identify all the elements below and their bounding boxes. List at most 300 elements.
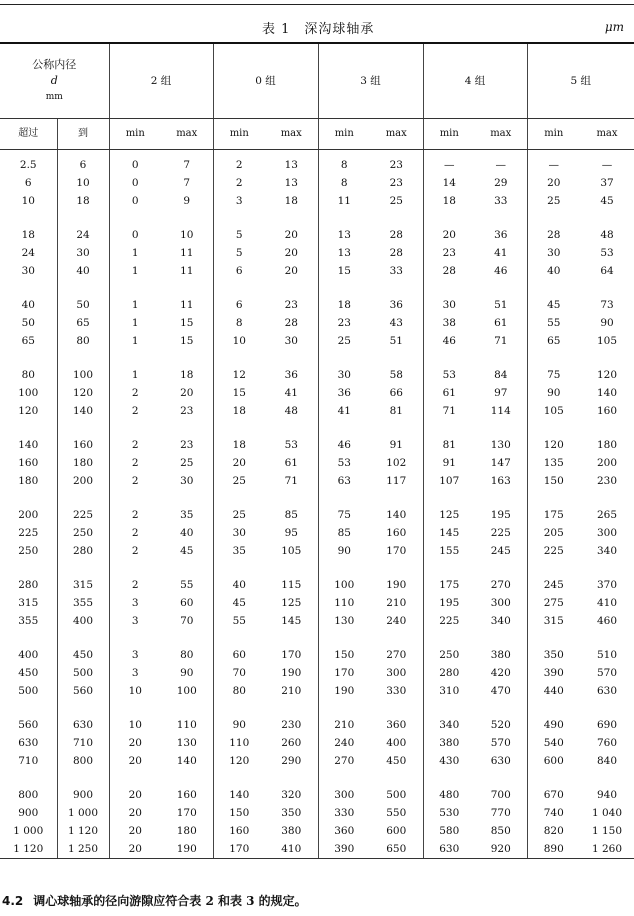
clearance-cell: 650 (370, 840, 423, 859)
clearance-cell: 1 (109, 262, 161, 280)
clearance-cell: 58 (389, 369, 403, 381)
clearance-cell: 15 (180, 335, 194, 347)
clearance-cell: 43 (389, 317, 403, 329)
clearance-cell: 20 (109, 752, 161, 770)
clearance-cell: 2 (109, 472, 161, 490)
clearance-cell: 150 (527, 472, 580, 490)
spacer-cell (161, 490, 213, 506)
clearance-cell: 61 (494, 317, 508, 329)
clearance-cell: 145 (423, 524, 475, 542)
clearance-cell: 13 (318, 226, 370, 244)
clearance-cell: 2 (109, 542, 161, 560)
spacer-cell (580, 350, 634, 366)
clearance-cell: 30 (423, 296, 475, 314)
table-row (0, 594, 634, 612)
clearance-cell: 10 (180, 229, 194, 241)
spacer-cell (265, 280, 318, 296)
diameter-cell: 80 (21, 369, 35, 381)
clearance-cell: 820 (527, 822, 580, 840)
spacer-cell (475, 770, 527, 786)
clearance-cell: 90 (527, 384, 580, 402)
clearance-cell: 0 (109, 226, 161, 244)
clearance-cell: 225 (423, 612, 475, 630)
spacer-cell (370, 280, 423, 296)
table-row (0, 192, 634, 210)
clearance-cell: 81 (389, 405, 403, 417)
clearance-cell: 64 (600, 265, 614, 277)
clearance-cell: 8 (318, 174, 370, 192)
clearance-cell: 33 (494, 195, 508, 207)
clearance-cell: 53 (600, 247, 614, 259)
clearance-cell: 230 (281, 719, 302, 731)
clearance-cell: 102 (386, 457, 407, 469)
clearance-cell: 30 (284, 335, 298, 347)
clearance-cell: 51 (389, 335, 403, 347)
group-spacer-row (0, 420, 634, 436)
header-group: 3 组 (318, 43, 423, 119)
spacer-cell (213, 420, 265, 436)
subheader-minmax: min (527, 119, 580, 150)
clearance-table (0, 42, 634, 859)
clearance-cell: 460 (596, 615, 618, 627)
clearance-cell: 107 (423, 472, 475, 490)
clearance-cell: 20 (109, 786, 161, 804)
clearance-cell: 310 (423, 682, 475, 700)
clearance-cell: 66 (389, 387, 403, 399)
clearance-cell: 360 (386, 719, 407, 731)
clearance-cell: 1 150 (591, 825, 623, 837)
diameter-cell: 710 (57, 734, 109, 752)
diameter-cell: 100 (18, 387, 39, 399)
clearance-cell: 0 (109, 174, 161, 192)
spacer-cell (109, 420, 161, 436)
diameter-cell: 225 (57, 506, 109, 524)
clearance-cell: 700 (490, 789, 511, 801)
spacer-cell (109, 560, 161, 576)
spacer-cell (423, 280, 475, 296)
clearance-cell: 23 (318, 314, 370, 332)
clearance-cell: 240 (386, 615, 407, 627)
clearance-cell: 53 (284, 439, 298, 451)
top-rule (0, 4, 634, 5)
table-row (0, 734, 634, 752)
spacer-cell (0, 560, 57, 576)
diameter-cell: 315 (18, 597, 39, 609)
spacer-cell (318, 700, 370, 716)
clearance-cell: 170 (176, 807, 197, 819)
clearance-cell: 60 (213, 646, 265, 664)
spacer-cell (57, 630, 109, 646)
table-row (0, 314, 634, 332)
clearance-cell: 8 (318, 150, 370, 175)
clearance-cell: 11 (318, 192, 370, 210)
table-row (0, 226, 634, 244)
clearance-cell: 95 (284, 527, 298, 539)
diameter-cell: 65 (57, 314, 109, 332)
clearance-cell: 90 (318, 542, 370, 560)
clearance-cell: 71 (284, 475, 298, 487)
clearance-cell: 300 (386, 667, 407, 679)
table-row (0, 436, 634, 454)
clearance-cell: 130 (176, 737, 197, 749)
clearance-cell: 920 (475, 840, 527, 859)
clearance-cell: 51 (494, 299, 508, 311)
spacer-cell (213, 700, 265, 716)
clearance-cell: — (601, 159, 613, 171)
clearance-cell: 85 (318, 524, 370, 542)
clearance-cell: 1 (109, 244, 161, 262)
clearance-cell: 340 (490, 615, 511, 627)
clearance-cell: 1 040 (591, 807, 623, 819)
clearance-cell: 140 (386, 509, 407, 521)
clearance-cell: 147 (490, 457, 511, 469)
spacer-cell (318, 560, 370, 576)
spacer-cell (109, 630, 161, 646)
spacer-cell (370, 560, 423, 576)
spacer-cell (580, 630, 634, 646)
spacer-cell (370, 770, 423, 786)
spacer-cell (265, 420, 318, 436)
clearance-cell: 20 (109, 840, 161, 859)
clearance-cell: 250 (423, 646, 475, 664)
clearance-cell: 35 (180, 509, 194, 521)
clearance-cell: 48 (600, 229, 614, 241)
header-diameter-symbol: d (50, 74, 58, 87)
clearance-cell: 81 (423, 436, 475, 454)
clearance-cell: 120 (527, 436, 580, 454)
diameter-cell: 65 (21, 335, 35, 347)
clearance-cell: 170 (281, 649, 302, 661)
clearance-cell: 340 (423, 716, 475, 734)
clearance-cell: 3 (109, 612, 161, 630)
clearance-cell: 225 (527, 542, 580, 560)
clearance-cell: 670 (527, 786, 580, 804)
diameter-cell: 24 (57, 226, 109, 244)
diameter-cell: 200 (57, 472, 109, 490)
clearance-cell: 36 (284, 369, 298, 381)
table-row (0, 506, 634, 524)
clearance-cell: 20 (213, 454, 265, 472)
clearance-cell: 410 (265, 840, 318, 859)
spacer-cell (0, 420, 57, 436)
clearance-cell: 2 (213, 150, 265, 175)
clearance-cell: 3 (213, 192, 265, 210)
clearance-cell: 110 (176, 719, 197, 731)
subheader-row (0, 119, 634, 150)
clearance-cell: 20 (180, 387, 194, 399)
unit-label: μm (604, 20, 624, 34)
spacer-cell (580, 210, 634, 226)
diameter-cell: 315 (57, 576, 109, 594)
header-diameter (0, 43, 109, 119)
clearance-cell: 630 (423, 840, 475, 859)
spacer-cell (161, 700, 213, 716)
spacer-cell (423, 770, 475, 786)
diameter-cell: 10 (57, 174, 109, 192)
diameter-cell: 400 (57, 612, 109, 630)
clearance-cell: 210 (281, 685, 302, 697)
subheader-range: 到 (57, 119, 109, 150)
clearance-cell: 0 (109, 150, 161, 175)
clearance-cell: 190 (281, 667, 302, 679)
clearance-cell: 490 (527, 716, 580, 734)
clearance-cell: 84 (494, 369, 508, 381)
clearance-cell: 115 (281, 579, 302, 591)
clearance-cell: 41 (284, 387, 298, 399)
clearance-cell: 10 (109, 682, 161, 700)
spacer-cell (0, 630, 57, 646)
clearance-cell: 195 (490, 509, 511, 521)
clearance-cell: 1 (109, 332, 161, 350)
spacer-cell (265, 560, 318, 576)
subheader-minmax: max (475, 119, 527, 150)
clearance-cell: 400 (386, 737, 407, 749)
clause-number: 4.2 (2, 894, 24, 908)
clearance-cell: 245 (527, 576, 580, 594)
clearance-cell: 600 (527, 752, 580, 770)
clearance-cell: 12 (213, 366, 265, 384)
spacer-cell (423, 420, 475, 436)
spacer-cell (475, 630, 527, 646)
clearance-cell: 380 (490, 649, 511, 661)
clearance-cell: 140 (176, 755, 197, 767)
clearance-cell: 1 (109, 314, 161, 332)
diameter-cell: 40 (57, 262, 109, 280)
clearance-cell: 105 (596, 335, 618, 347)
clearance-cell: 14 (423, 174, 475, 192)
diameter-cell: 450 (57, 646, 109, 664)
diameter-cell: 1 000 (57, 804, 109, 822)
clearance-cell: 770 (490, 807, 511, 819)
diameter-cell: 120 (18, 405, 39, 417)
spacer-cell (57, 350, 109, 366)
clearance-cell: 1 (109, 296, 161, 314)
spacer-cell (527, 210, 580, 226)
clearance-cell: 20 (109, 734, 161, 752)
spacer-cell (423, 490, 475, 506)
clearance-cell: — (423, 150, 475, 175)
clearance-cell: 20 (527, 174, 580, 192)
diameter-cell: 30 (21, 265, 35, 277)
spacer-cell (580, 700, 634, 716)
clearance-cell: 160 (213, 822, 265, 840)
clearance-cell: 40 (527, 262, 580, 280)
clearance-cell: 110 (318, 594, 370, 612)
spacer-cell (580, 770, 634, 786)
table-row (0, 542, 634, 560)
clearance-cell: 18 (423, 192, 475, 210)
table-row (0, 174, 634, 192)
clearance-cell: 18 (213, 402, 265, 420)
spacer-cell (527, 630, 580, 646)
group-spacer-row (0, 560, 634, 576)
clearance-cell: 270 (490, 579, 511, 591)
clearance-cell: 140 (596, 387, 618, 399)
clearance-cell: 23 (284, 299, 298, 311)
subheader-minmax: min (109, 119, 161, 150)
clearance-cell: 6 (213, 296, 265, 314)
group-spacer-row (0, 280, 634, 296)
clearance-cell: 60 (180, 597, 194, 609)
subheader-minmax: min (213, 119, 265, 150)
clearance-cell: 5 (213, 226, 265, 244)
clearance-cell: 38 (423, 314, 475, 332)
table-row (0, 752, 634, 770)
clearance-cell: 195 (423, 594, 475, 612)
table-row (0, 524, 634, 542)
clearance-cell: 760 (596, 737, 618, 749)
diameter-cell: 100 (57, 366, 109, 384)
clearance-cell: 55 (527, 314, 580, 332)
spacer-cell (109, 350, 161, 366)
clearance-cell: 2 (109, 402, 161, 420)
diameter-cell: 1 120 (57, 822, 109, 840)
table-row (0, 244, 634, 262)
clearance-cell: 55 (180, 579, 194, 591)
clearance-cell: 245 (490, 545, 511, 557)
spacer-cell (0, 700, 57, 716)
spacer-cell (161, 560, 213, 576)
spacer-cell (161, 350, 213, 366)
clearance-cell: 20 (284, 229, 298, 241)
clearance-cell: 97 (494, 387, 508, 399)
diameter-cell: 140 (18, 439, 39, 451)
spacer-cell (423, 700, 475, 716)
spacer-cell (370, 630, 423, 646)
clearance-cell: 55 (213, 612, 265, 630)
clearance-cell: 190 (318, 682, 370, 700)
diameter-cell: 50 (21, 317, 35, 329)
diameter-cell: 900 (57, 786, 109, 804)
clearance-cell: 65 (527, 332, 580, 350)
table-row (0, 454, 634, 472)
diameter-cell: 180 (18, 475, 39, 487)
clearance-cell: 23 (389, 177, 403, 189)
clearance-cell: 33 (389, 265, 403, 277)
clearance-cell: 3 (109, 594, 161, 612)
clearance-cell: — (527, 150, 580, 175)
clearance-cell: 110 (213, 734, 265, 752)
subheader-minmax: max (370, 119, 423, 150)
spacer-cell (57, 210, 109, 226)
clearance-cell: 170 (213, 840, 265, 859)
table-row (0, 822, 634, 840)
clearance-cell: 740 (527, 804, 580, 822)
clearance-cell: 180 (176, 825, 197, 837)
clearance-cell: 71 (494, 335, 508, 347)
subheader-minmax: min (423, 119, 475, 150)
clearance-cell: 390 (318, 840, 370, 859)
table-row (0, 612, 634, 630)
clearance-cell: 28 (284, 317, 298, 329)
clearance-cell: 350 (281, 807, 302, 819)
clearance-cell: 18 (213, 436, 265, 454)
spacer-cell (527, 350, 580, 366)
clearance-cell: 91 (389, 439, 403, 451)
spacer-cell (423, 210, 475, 226)
clearance-cell: 61 (423, 384, 475, 402)
spacer-cell (0, 280, 57, 296)
clearance-cell: 170 (318, 664, 370, 682)
spacer-cell (580, 560, 634, 576)
table-row (0, 664, 634, 682)
clearance-cell: 210 (386, 597, 407, 609)
clearance-cell: 46 (318, 436, 370, 454)
spacer-cell (213, 490, 265, 506)
clearance-cell: 23 (389, 159, 403, 171)
clearance-cell: 500 (386, 789, 407, 801)
clearance-cell: 61 (284, 457, 298, 469)
spacer-cell (423, 560, 475, 576)
clearance-cell: 53 (423, 366, 475, 384)
clearance-cell: 600 (386, 825, 407, 837)
clause-note (2, 892, 307, 909)
clearance-cell: 940 (596, 789, 618, 801)
clearance-cell: 100 (318, 576, 370, 594)
spacer-cell (57, 770, 109, 786)
spacer-cell (265, 350, 318, 366)
clearance-cell: 200 (596, 457, 618, 469)
subheader-range: 超过 (0, 119, 57, 150)
clearance-cell: 580 (423, 822, 475, 840)
spacer-cell (580, 490, 634, 506)
clearance-cell: 300 (490, 597, 511, 609)
clearance-cell: 25 (527, 192, 580, 210)
table-title: 表 1 深沟球轴承 (262, 22, 375, 37)
table-row (0, 804, 634, 822)
clearance-cell: 75 (527, 366, 580, 384)
clearance-cell: 80 (213, 682, 265, 700)
clearance-cell: 91 (423, 454, 475, 472)
spacer-cell (213, 560, 265, 576)
spacer-cell (161, 210, 213, 226)
clearance-cell: 410 (596, 597, 618, 609)
spacer-cell (161, 420, 213, 436)
clearance-cell: 120 (596, 369, 618, 381)
clearance-cell: 2 (109, 384, 161, 402)
spacer-cell (318, 490, 370, 506)
clearance-cell: 2 (109, 506, 161, 524)
diameter-cell: 630 (57, 716, 109, 734)
clearance-cell: — (495, 159, 506, 171)
clearance-cell: 45 (213, 594, 265, 612)
clearance-cell: 270 (318, 752, 370, 770)
spacer-cell (370, 210, 423, 226)
spacer-cell (0, 350, 57, 366)
clearance-cell: 175 (527, 506, 580, 524)
clearance-cell: 100 (176, 685, 197, 697)
clearance-cell: 550 (386, 807, 407, 819)
diameter-cell: 10 (21, 195, 35, 207)
clearance-cell: 150 (318, 646, 370, 664)
clearance-cell: 570 (596, 667, 618, 679)
clearance-cell: 145 (281, 615, 302, 627)
clearance-cell: 370 (596, 579, 618, 591)
spacer-cell (527, 700, 580, 716)
diameter-cell: 160 (57, 436, 109, 454)
diameter-cell: 200 (18, 509, 39, 521)
table-row (0, 150, 634, 175)
diameter-cell: 40 (21, 299, 35, 311)
clearance-cell: 28 (389, 229, 403, 241)
clearance-cell: 260 (281, 737, 302, 749)
table-row (0, 332, 634, 350)
clearance-cell: 18 (180, 369, 194, 381)
clearance-cell: 30 (213, 524, 265, 542)
clearance-cell: 140 (213, 786, 265, 804)
spacer-cell (161, 630, 213, 646)
table-row (0, 646, 634, 664)
